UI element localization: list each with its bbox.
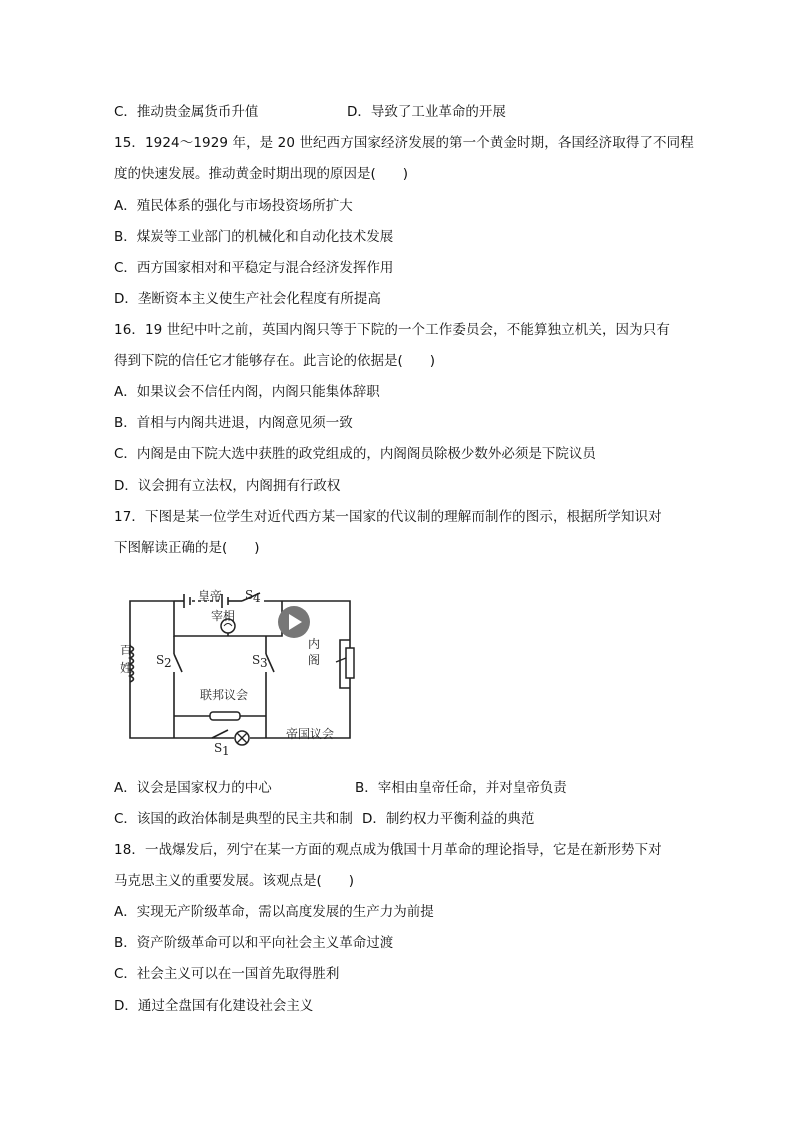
q15-stem-line1: 15．1924～1929 年，是 20 世纪西方国家经济发展的第一个黄金时期，各国经济取得了不同程 — [114, 135, 694, 151]
q18-stem-line2: 马克思主义的重要发展。该观点是( ) — [114, 873, 355, 889]
representative-system-circuit-diagram — [120, 588, 356, 760]
q16-option-a: A．如果议会不信任内阁，内阁只能集体辞职 — [114, 384, 380, 400]
q15-option-d: D．垄断资本主义使生产社会化程度有所提高 — [114, 291, 381, 307]
q18-stem-line1: 18．一战爆发后，列宁在某一方面的观点成为俄国十月革命的理论指导，它是在新形势下对 — [114, 842, 662, 858]
emperor-label: 皇帝 — [198, 589, 223, 603]
q17-option-b: B．宰相由皇帝任命，并对皇帝负责 — [355, 780, 567, 796]
q15-option-b: B．煤炭等工业部门的机械化和自动化技术发展 — [114, 229, 394, 245]
s1-label: S — [214, 741, 223, 755]
q18-option-b: B．资产阶级革命可以和平向社会主义革命过渡 — [114, 935, 394, 951]
reichstag-label: 帝国议会 — [286, 727, 335, 741]
cabinet-label-2: 阁 — [308, 653, 321, 667]
federal-council-resistor — [210, 712, 240, 720]
s2-label: S — [156, 653, 165, 667]
s4-label: S — [245, 588, 254, 602]
q16-stem-line2: 得到下院的信任它才能够存在。此言论的依据是( ) — [114, 353, 436, 369]
q15-option-c: C．西方国家相对和平稳定与混合经济发挥作用 — [114, 260, 394, 276]
q16-stem-line1: 16．19 世纪中叶之前，英国内阁只等于下院的一个工作委员会，不能算独立机关，因为只有 — [114, 322, 670, 338]
q18-option-d: D．通过全盘国有化建设社会主义 — [114, 998, 314, 1014]
q16-option-b: B．首相与内阁共进退，内阁意见须一致 — [114, 415, 353, 431]
switch-s1 — [212, 730, 228, 738]
q16-option-c: C．内阁是由下院大选中获胜的政党组成的，内阁阁员除极少数外必须是下院议员 — [114, 446, 596, 462]
switch-s2 — [174, 654, 182, 672]
q15-stem-line2: 度的快速发展。推动黄金时期出现的原因是( ) — [114, 166, 409, 182]
s3-sub: 3 — [260, 656, 268, 670]
q18-option-a: A．实现无产阶级革命，需以高度发展的生产力为前提 — [114, 904, 434, 920]
s1-sub: 1 — [222, 744, 230, 758]
q15-option-a: A．殖民体系的强化与市场投资场所扩大 — [114, 198, 353, 214]
q17-stem-line1: 17．下图是某一位学生对近代西方某一国家的代议制的理解而制作的图示，根据所学知识对 — [114, 509, 662, 525]
federal-council-label: 联邦议会 — [200, 688, 249, 702]
people-label-1: 百 — [120, 643, 133, 657]
people-label-2: 姓 — [120, 661, 133, 675]
q17-option-a: A．议会是国家权力的中心 — [114, 780, 272, 796]
prev-option-c: C．推动贵金属货币升值 — [114, 104, 259, 120]
q18-option-c: C．社会主义可以在一国首先取得胜利 — [114, 966, 340, 982]
prev-option-d: D．导致了工业革命的开展 — [347, 104, 506, 120]
s3-label: S — [252, 653, 261, 667]
s2-sub: 2 — [164, 656, 172, 670]
play-circle-icon[interactable] — [278, 606, 310, 638]
q16-option-d: D．议会拥有立法权，内阁拥有行政权 — [114, 478, 341, 494]
q17-stem-line2: 下图解读正确的是( ) — [114, 540, 260, 556]
circuit-svg — [120, 588, 356, 760]
chancellor-label: 宰相 — [211, 609, 236, 623]
q17-option-d: D．制约权力平衡利益的典范 — [362, 811, 535, 827]
cabinet-rheostat — [346, 648, 354, 678]
cabinet-label-1: 内 — [308, 637, 321, 651]
q17-option-c: C．该国的政治体制是典型的民主共和制 — [114, 811, 353, 827]
s4-sub: 4 — [253, 591, 261, 605]
